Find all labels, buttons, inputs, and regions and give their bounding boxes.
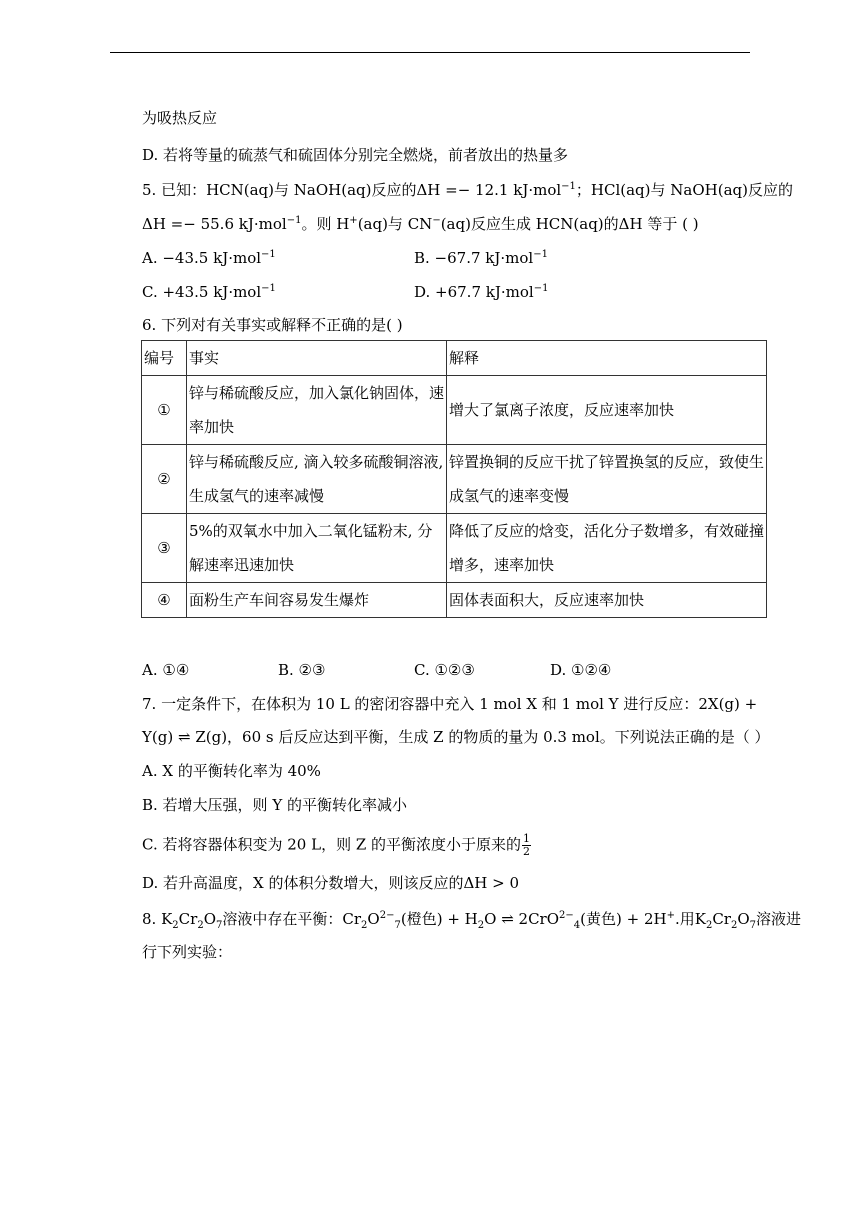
row-explanation: 降低了反应的焓变，活化分子数增多，有效碰撞增多，速率加快: [447, 514, 767, 583]
q6-option-b: B. ②③: [278, 661, 326, 679]
q5-option-b: B. −67.7 kJ·mol$^{-1}$: [414, 249, 548, 267]
q7-option-d: D. 若升高温度，X 的体积分数增大，则该反应的ΔH > 0: [142, 874, 520, 892]
q5-line2: ΔH =− 55.6 kJ·mol$^{-1}$。则 H+(aq)与 CN−(aq)反应生成 HCN(aq)的ΔH 等于 ( ): [142, 215, 699, 233]
row-number: ①: [142, 376, 187, 445]
q7-option-c: C. 若将容器体积变为 20 L，则 Z 的平衡浓度小于原来的 $\frac{1}{2}$: [142, 832, 531, 858]
q5-line1: 5. 已知：HCN(aq)与 NaOH(aq)反应的ΔH =− 12.1 kJ·mol$^{-1}$；HCl(aq)与 NaOH(aq)反应的: [142, 181, 793, 199]
continuation-text: 为吸热反应: [142, 109, 218, 127]
q5-option-a: A. −43.5 kJ·mol$^{-1}$: [142, 249, 276, 267]
q5-option-c: C. +43.5 kJ·mol$^{-1}$: [142, 283, 276, 301]
q6-option-a: A. ①④: [142, 661, 190, 679]
q6-table: [141, 340, 767, 618]
q8-line1: 8. $K_2Cr_2O_7$溶液中存在平衡：$Cr_2O^{2-}_7$(橙色) + $H_2O$ ⇌ 2CrO$^{2-}_4$(黄色) + 2H+.用$K_2Cr_2O_7$溶液进: [142, 910, 802, 931]
row-explanation: 锌置换铜的反应干扰了锌置换氢的反应，致使生成氢气的速率变慢: [447, 445, 767, 514]
row-explanation: 增大了氯离子浓度，反应速率加快: [447, 376, 767, 445]
row-explanation: 固体表面积大，反应速率加快: [447, 583, 767, 618]
q8-line2: 行下列实验：: [142, 943, 233, 961]
q4-option-d: D. 若将等量的硫蒸气和硫固体分别完全燃烧，前者放出的热量多: [142, 146, 569, 164]
row-fact: 锌与稀硫酸反应, 滴入较多硫酸铜溶液, 生成氢气的速率减慢: [187, 445, 447, 514]
q7-option-b: B. 若增大压强，则 Y 的平衡转化率减小: [142, 796, 407, 814]
table-row: [142, 514, 767, 583]
q6-stem: 6. 下列对有关事实或解释不正确的是( ): [142, 316, 403, 334]
header-number: 编号: [142, 341, 187, 376]
row-fact: 锌与稀硫酸反应，加入氯化钠固体，速率加快: [187, 376, 447, 445]
row-number: ②: [142, 445, 187, 514]
q7-line1: 7. 一定条件下，在体积为 10 L 的密闭容器中充入 1 mol X 和 1 mol Y 进行反应：2X(g) +: [142, 695, 758, 713]
q6-option-d: D. ①②④: [550, 661, 612, 679]
table-row: [142, 376, 767, 445]
q7-line2: Y(g) ⇌ Z(g)，60 s 后反应达到平衡，生成 Z 的物质的量为 0.3 mol。下列说法正确的是（ ）: [142, 728, 770, 746]
row-fact: 5%的双氧水中加入二氧化锰粉末, 分解速率迅速加快: [187, 514, 447, 583]
q6-option-c: C. ①②③: [414, 661, 475, 679]
header-fact: 事实: [187, 341, 447, 376]
row-number: ④: [142, 583, 187, 618]
q5-option-d: D. +67.7 kJ·mol$^{-1}$: [414, 283, 549, 301]
fraction-one-half: $\frac{1}{2}$: [523, 832, 531, 858]
row-number: ③: [142, 514, 187, 583]
table-header-row: [142, 341, 767, 376]
row-fact: 面粉生产车间容易发生爆炸: [187, 583, 447, 618]
table-row: [142, 445, 767, 514]
table-row: [142, 583, 767, 618]
header-explanation: 解释: [447, 341, 767, 376]
header-rule: [110, 52, 750, 53]
q7-option-a: A. X 的平衡转化率为 40%: [142, 762, 321, 780]
